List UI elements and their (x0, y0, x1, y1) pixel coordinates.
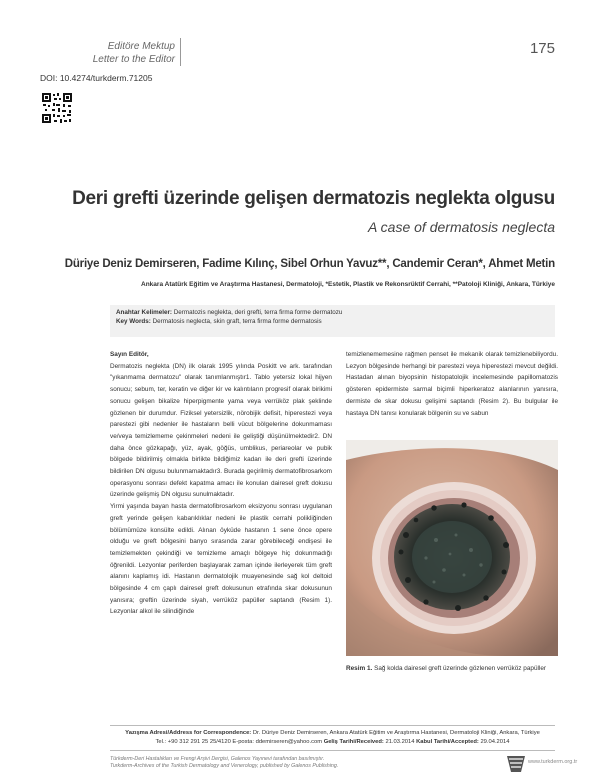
page-number: 175 (529, 40, 555, 57)
publisher-line-en: Turkderm-Archives of the Turkish Dermatology and Venerology, published by Galenos Publishing. (110, 763, 339, 769)
body-column-right (346, 349, 558, 419)
keywords-en-label: Key Words: (116, 318, 151, 325)
journal-logo-icon (505, 752, 527, 774)
received-date: 21.03.2014 (385, 739, 415, 745)
keywords-tr-label: Anahtar Kelimeler: (116, 309, 172, 316)
correspondence-address: Dr. Düriye Deniz Demirseren, Ankara Atatürk Eğitim ve Araştırma Hastanesi, Dermatoloji Kliniği, Ankara, Türkiye (252, 730, 540, 736)
keywords-box (110, 305, 555, 337)
body-column-left (110, 349, 332, 618)
body-paragraph-3: temizlenememesine rağmen penset ile mekanik olarak temizlenebiliyordu. Lezyon bölgesinde herhangi bir parestezi veya hiperestezi mevcut değildi. Hastadan alınan biyopsinin histopatolojik incelemesinde papillomatozis gösteren epidermiste sarmal biçimli hiperkeratoz alanlarının yanısıra, dermiste de skar dokusu gelişimi saptandı (Resim 2). Bu bulgular ile hastaya DN tanısı konularak bölgenin su ve sabun (346, 351, 558, 417)
publisher-line-tr: Türkderm-Deri Hastalıkları ve Frengi Arşivi Dergisi, Galenos Yayınevi tarafından basılmıştır. (110, 756, 325, 762)
keywords-en-text: Dermatosis neglecta, skin graft, terra firma forme dermatosis (152, 318, 322, 325)
body-paragraph-1: Dermatozis neglekta (DN) ilk olarak 1995 yılında Poskitt ve ark. tarafından "yıkanmama dermatozu" olarak tanımlanmıştır1. Tablo yetersiz lokal hijyen sonucu; sebum, ter, keratin ve diğer kir ve kalıntıların progresif olarak birikimi sonucu gelişen bikalize hiperpigmente yama veya verrüköz plak şeklinde gözlenen bir durumdur. Fiziksel yetersizlik, nörobijik defisit, hiperestezi veya parestezi gibi nedenler ile hastaların belli vücut bölgelerine dokunmaması ve/veya temizlememe çekinmeleri nedeni ile geliştiği düşünülmektedir2. DN daha önce gözkapağı, yüz, ayak, göğüs, umblikus, periareolar ve pubik bölgede bildirilmiş olmakla birlikte bildiğimiz kadarı ile deri grefti üzerinde bildirilen DN olgusu bulunmamaktadır3. Burada geçirilmiş dermatofibrosarkom operasyonu sonrası defekt kapatma amacı ile konulan dairesel greft dokusu üzerinde gelişmiş DN olgusu sunulmaktadır. (110, 362, 332, 499)
keywords-tr-text: Dermatozis neglekta, deri grefti, terra firma forme dermatozu (173, 309, 343, 316)
article-type-label (75, 40, 175, 66)
figure-caption-text: Sağ kolda dairesel greft üzerinde gözlenen verrüköz papüller (374, 665, 547, 672)
article-type-en: Letter to the Editor (92, 54, 175, 65)
body-paragraph-2: Yirmi yaşında bayan hasta dermatofibrosarkom eksizyonu sonrası uygulanan greft yerinde gelişen kabarıklıklar nedeni ile plastik cerrahi polikliğinden bölümümüze konsülte edildi. Alınan öyküde hastanın 1 sene önce opere olduğu ve greft bölgesini banyo sırasında zarar görebileceği endişesi ile temizlemekten çekindiği ve temizleme amaçlı bölgeye hiç dokunmadığı öğrenildi. Lezyonlar periferden başlayarak zaman içinde ilerleyerek tüm greft alanını kaplamış idi. Hastanın dermatolojik muayenesinde sağ kol deltoid bölgesinde 4 cm çaplı dairesel greft dokusunun etrafında skar dokusunun yanısıra; greftin üzerinde siyah, verrüköz papüller saptandı (Resim 1). Lezyonlar alkol ile silindiğinde (110, 503, 332, 616)
accepted-label: Kabul Tarihi/Accepted: (416, 739, 479, 745)
keywords-en (116, 317, 549, 326)
author-list: Düriye Deniz Demirseren, Fadime Kılınç, Sibel Orhun Yavuz**, Candemir Ceran*, Ahmet Metin (64, 258, 555, 270)
figure-caption-label: Resim 1. (346, 665, 373, 672)
accepted-date: 29.04.2014 (480, 739, 510, 745)
journal-url[interactable]: www.turkderm.org.tr (528, 759, 578, 765)
doi-link[interactable]: DOI: 10.4274/turkderm.71205 (40, 73, 153, 83)
received-label: Geliş Tarihi/Received: (323, 739, 384, 745)
article-title: Deri grefti üzerinde gelişen dermatozis neglekta olgusu (72, 188, 555, 209)
article-subtitle: A case of dermatosis neglecta (367, 219, 555, 235)
correspondence-contact: Tel.: +90 312 291 25 25/4120 E-posta: ddemirseren@yahoo.com (155, 739, 323, 745)
footer-divider (110, 750, 555, 751)
keywords-tr (116, 308, 549, 317)
correspondence-line-2 (110, 738, 555, 747)
qr-code-icon (41, 92, 73, 124)
correspondence-label: Yazışma Adresi/Address for Correspondence: (125, 730, 252, 736)
correspondence-divider (110, 725, 555, 726)
article-type-tr: Editöre Mektup (107, 41, 175, 52)
salutation: Sayın Editör, (110, 351, 149, 358)
correspondence (110, 729, 555, 747)
correspondence-line-1 (110, 729, 555, 738)
figure-caption (346, 663, 558, 674)
publisher-footer (110, 756, 338, 770)
affiliation: Ankara Atatürk Eğitim ve Araştırma Hastanesi, Dermatoloji, *Estetik, Plastik ve Rekonsrüktif Cerrahi, **Patoloji Kliniği, Ankara, Türkiye (141, 281, 555, 288)
clinical-photo (346, 440, 558, 656)
header-divider (180, 38, 181, 66)
